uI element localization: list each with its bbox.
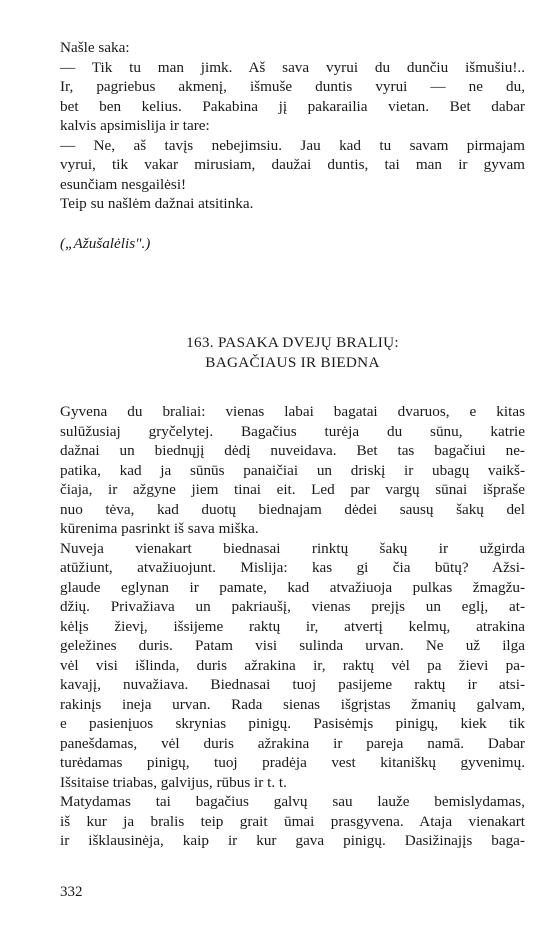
text-line: vyrui, tik vakar mirusiam, daužai duntis, tai man ir gyvam <box>60 156 525 173</box>
story-heading <box>60 333 525 372</box>
text-line: iš kur ja bralis teip grait ūmai prasgyvena. Ataja vienakart <box>60 812 525 830</box>
heading-line-1: 163. PASAKA DVEJŲ BRALIŲ: <box>186 334 399 351</box>
text-line: vėl visi išlinda, duris ažrakina ir, raktų vėl pa žievi pa- <box>60 656 525 674</box>
text-line: geležines duris. Patam visi sulinda urvan. Ne už ilga <box>60 637 525 654</box>
text-line: atūžiunt, atvažiuojunt. Mislija: kas gi čia būtų? Ažsi- <box>60 559 525 576</box>
text-line: rakinįs ineja urvan. Rada sienas išgrįstas žmanių galvam, <box>60 695 525 713</box>
text-line: Nuveja vienakart biednasai rinktų šakų ir užgirda <box>60 539 525 557</box>
top-story <box>60 38 525 253</box>
story-text <box>60 402 525 851</box>
text-line: turėdamas pinigų, tuoj pradėja vest kitaniškų gyvenimų. <box>60 754 525 771</box>
text-line: kūrenima pasrinkt iš sava miška. <box>60 520 259 537</box>
paragraph <box>60 194 525 214</box>
paragraph <box>60 58 525 78</box>
text-line: patika, kad ja sūnūs panaičiai un driskį ir ubagų vaikš- <box>60 461 525 479</box>
heading-line-2: BAGAČIAUS IR BIEDNA <box>205 353 380 371</box>
paragraph <box>60 38 525 58</box>
text-line: panešdamas, vėl duris ažrakina ir pareja namā. Dabar <box>60 734 525 752</box>
paragraph <box>60 539 525 793</box>
text-line: dažnai un biednųjį dėdį nuveidava. Bet tas bagačiui ne- <box>60 442 525 459</box>
text-line: kalvis apsimislija ir tare: <box>60 117 210 134</box>
text-line: Našle saka: <box>60 39 130 56</box>
text-line: esunčiam nesgailėsi! <box>60 175 187 193</box>
paragraph <box>60 136 525 195</box>
text-line: Teip su našlėm dažnai atsitinka. <box>60 195 254 212</box>
text-line: čiaja, ir ažgyne jiem tinai eit. Led par vargų sūnai išpraše <box>60 481 525 498</box>
text-line: nuo tėva, kad duotų biednajam dėdei sausų šakų del <box>60 500 525 518</box>
paragraph <box>60 402 525 539</box>
text-line: džių. Privažiava un pakriaušį, vienas prejįs un eglį, at- <box>60 598 525 615</box>
text-line: sulūžusiaj gryčelytej. Bagačius turėja du sūnu, katrie <box>60 422 525 440</box>
text-line: — Tik tu man jimk. Aš sava vyrui du dunčiu išmušiu!.. <box>60 58 525 76</box>
text-line: e pasienįuos skrynias pinigų. Pasisėmįs pinigų, kiek tik <box>60 715 525 732</box>
page-number: 332 <box>60 884 83 900</box>
text-line: — Ne, aš tavįs nebejimsiu. Jau kad tu savam pirmajam <box>60 136 525 154</box>
text-line: kėlįs žievį, išsijeme raktų ir, atvertį kelmų, atrakina <box>60 617 525 635</box>
text-line: Išsitaise triabas, galvijus, rūbus ir t. t. <box>60 773 287 791</box>
text-line: Ir, pagriebus akmenį, išmuše duntis vyrui — ne du, <box>60 78 525 95</box>
text-line: Gyvena du braliai: vienas labai bagatai dvaruos, e kitas <box>60 403 525 420</box>
text-line: kavajį, nuvažiava. Biednasai tuoj pasijeme raktų ir atsi- <box>60 676 525 693</box>
text-line: Matydamas tai bagačius galvų sau lauže bemislydamas, <box>60 793 525 810</box>
page-body <box>60 38 525 851</box>
paragraph <box>60 77 525 136</box>
text-line: bet ben kelius. Pakabina jį pakarailia vietan. Bet dabar <box>60 97 525 115</box>
text-line: ir išklausinėja, kaip ir kur gava pinigų. Dasižinajįs baga- <box>60 832 525 849</box>
paragraph <box>60 792 525 851</box>
text-line: glaude eglynan ir pamate, kad atvažiuoja pulkas žmagžu- <box>60 578 525 596</box>
source-citation: („Ažušalėlis".) <box>60 234 151 252</box>
